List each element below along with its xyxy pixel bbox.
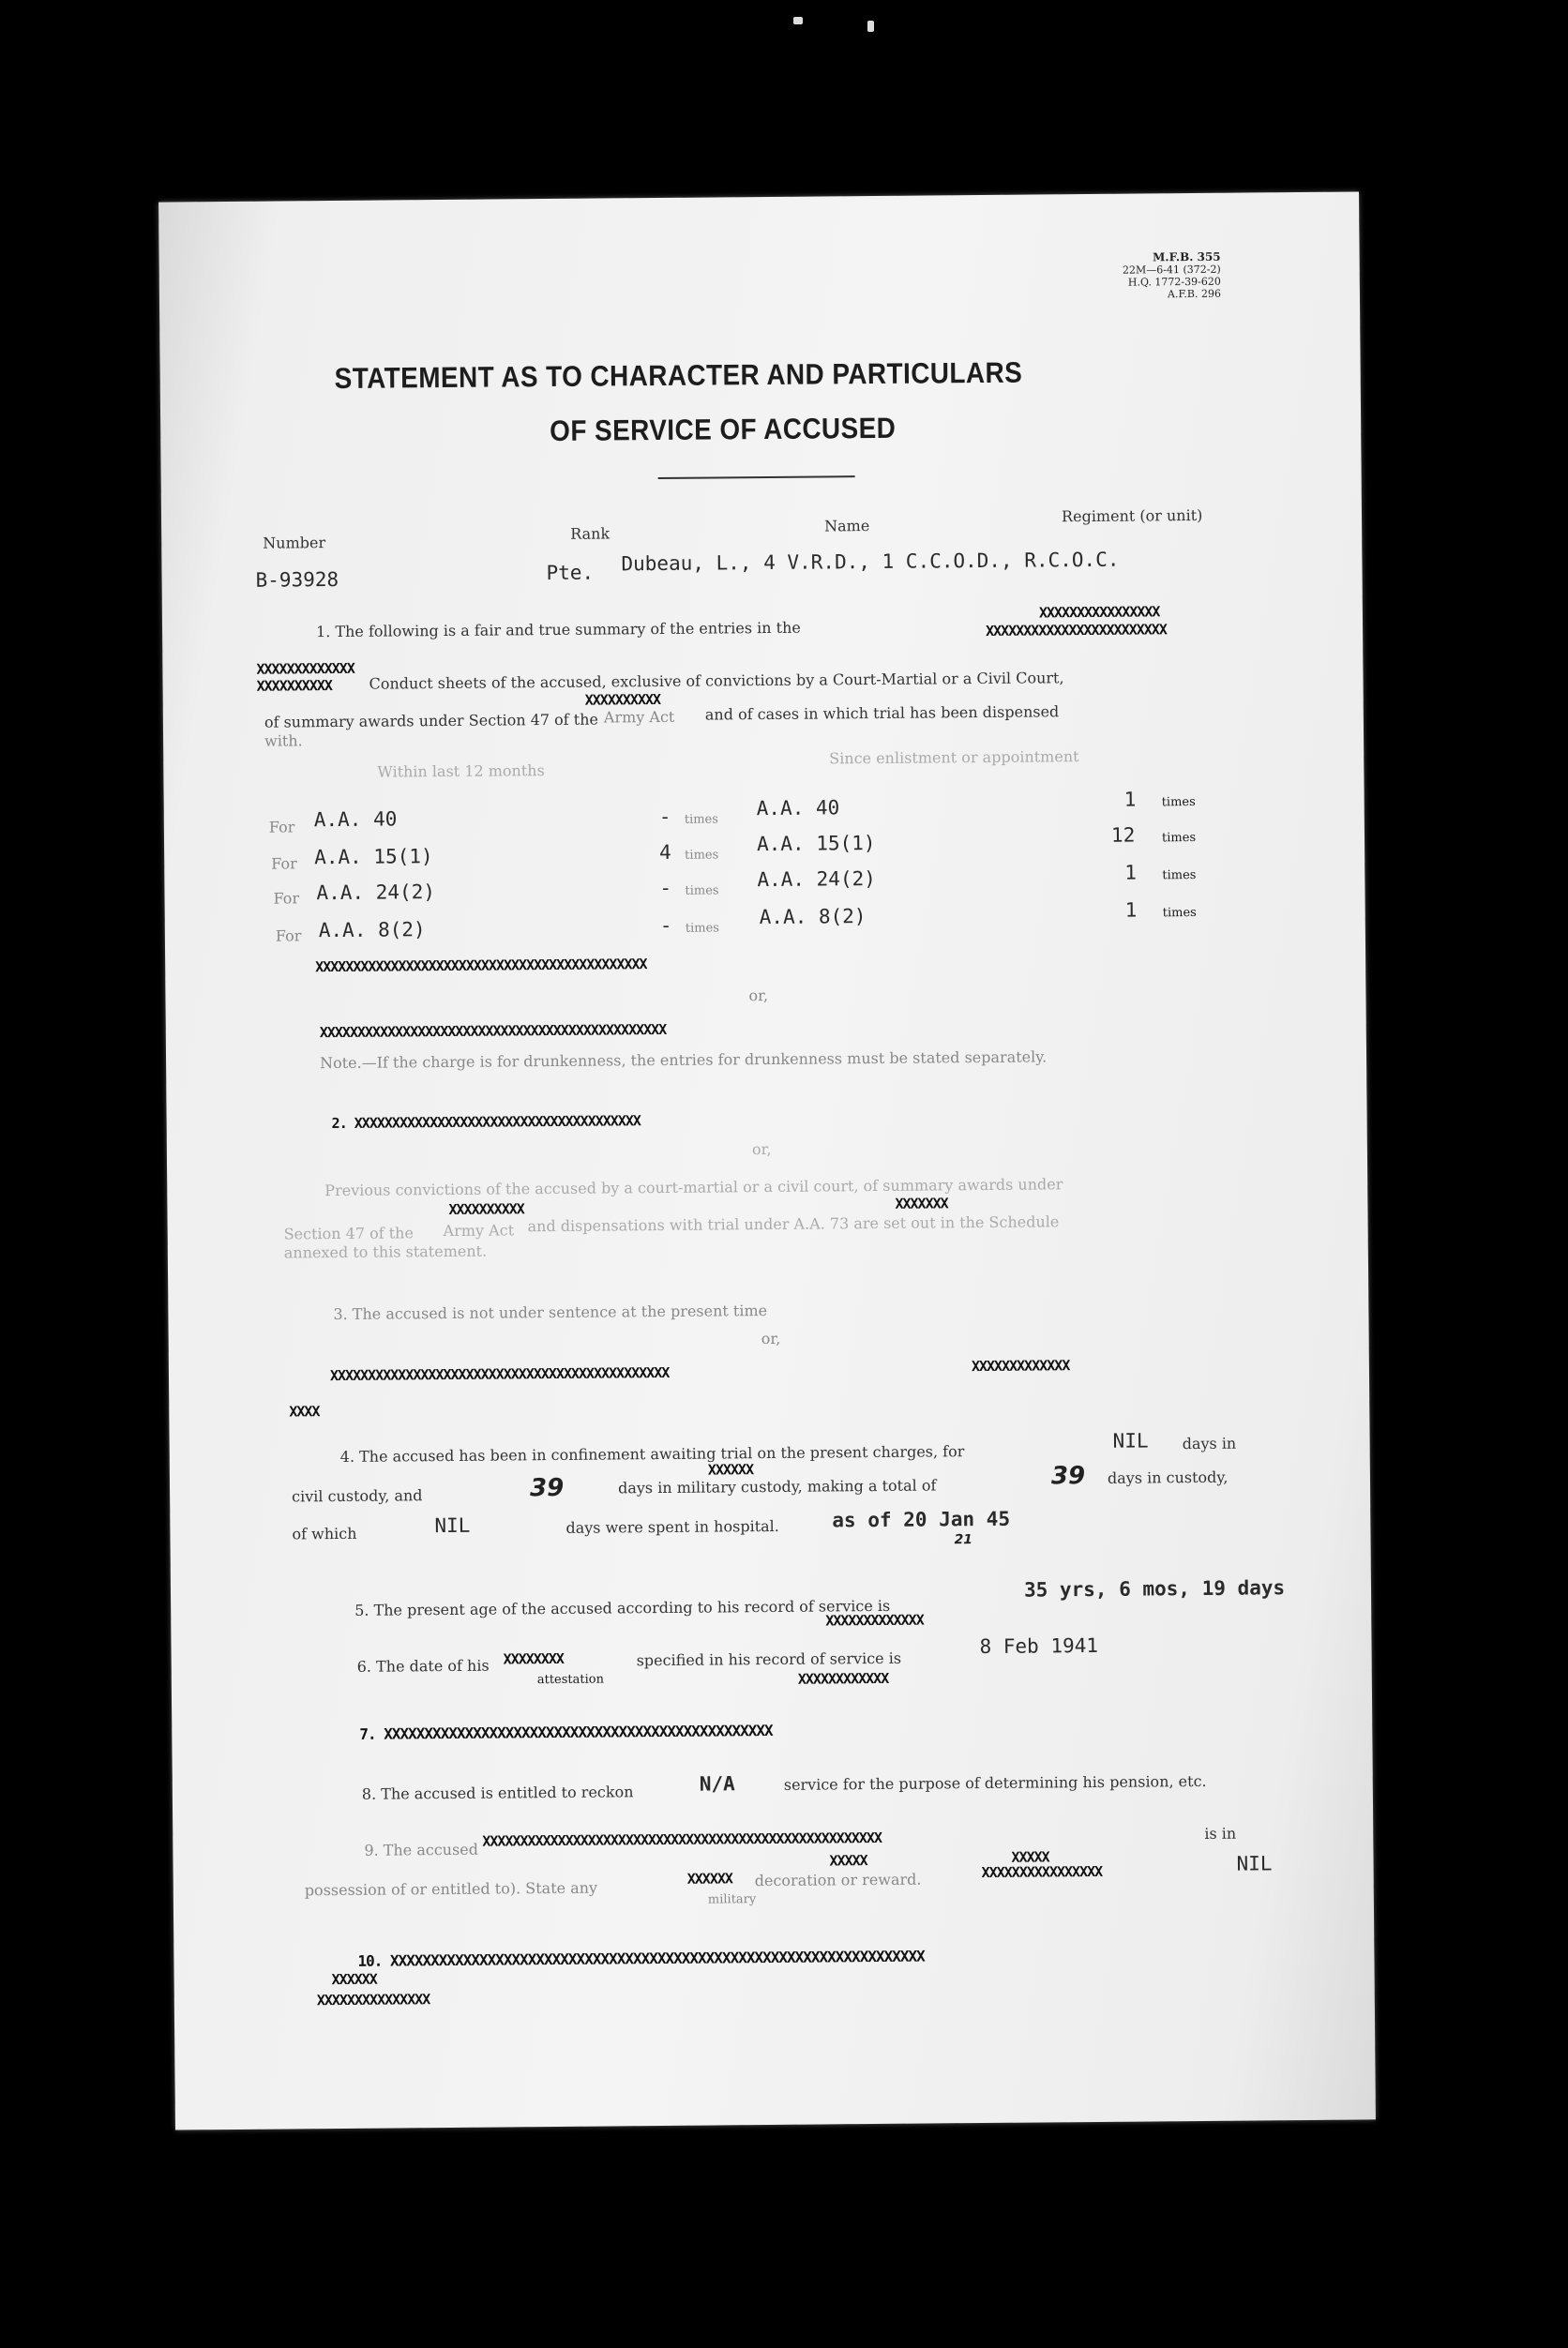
for-label: For: [271, 854, 297, 873]
section2-text: Previous convictions of the accused by a court-martial or a civil court, of summary awards under: [324, 1175, 1063, 1200]
service-number: B-93928: [255, 567, 339, 592]
for-label: For: [273, 889, 300, 908]
strikeout: XXXXXXXXXXXXXXXX: [981, 1862, 1103, 1882]
since-charge: A.A. 15(1): [756, 831, 876, 856]
strikeout: XXXXXXXXXXXXX: [256, 659, 354, 678]
within-charge: A.A. 8(2): [318, 918, 426, 942]
strikeout: XXXXXXXXXXXXXXXXXXXXXXXX: [985, 621, 1167, 640]
within-count: 4: [659, 840, 671, 864]
strikeout: 2. XXXXXXXXXXXXXXXXXXXXXXXXXXXXXXXXXXXXXX: [331, 1112, 641, 1133]
section1-text: of summary awards under Section 47 of the: [264, 710, 599, 731]
form-page: [158, 191, 1376, 2130]
or-label: or,: [761, 1329, 781, 1348]
as-of-date: [832, 1508, 1010, 1532]
strikeout: XXXXXXXXXXXXXXXXXXXXXXXXXXXXXXXXXXXXXXXXXXXX: [315, 956, 647, 976]
within-count: -: [658, 805, 671, 828]
times-label: times: [685, 921, 719, 936]
times-label: times: [685, 883, 719, 898]
title-rule: [658, 475, 855, 479]
scan-speck: [793, 17, 803, 24]
rank-label: Rank: [570, 524, 611, 543]
as-of-label: as of: [832, 1508, 892, 1532]
strikeout: XXXXXXXXXXXXX: [971, 1357, 1070, 1376]
section9-text: is in: [1204, 1824, 1237, 1843]
section4-text: 4. The accused has been in confinement awaiting trial on the present charges, for: [339, 1442, 965, 1466]
strikeout: XXXXXXXX: [503, 1649, 564, 1668]
section5-text: 5. The present age of the accused according to his record of service is: [354, 1596, 891, 1619]
since-count: 12: [1110, 823, 1136, 847]
inserted-word: attestation: [536, 1672, 605, 1688]
section9-text: 9. The accused: [364, 1840, 479, 1859]
hospital-days: NIL: [434, 1513, 471, 1538]
strikeout: XXXXXXXXXX: [448, 1200, 524, 1218]
strikeout: XXXXXX: [707, 1461, 754, 1479]
since-count: 1: [1124, 861, 1138, 884]
times-label: times: [1161, 830, 1197, 846]
within-charge: A.A. 15(1): [314, 845, 433, 869]
form-code-line: H.Q. 1772-39-620: [1127, 275, 1221, 289]
section4-text: of which: [292, 1524, 357, 1543]
military-custody-days: 39: [529, 1473, 565, 1503]
strikeout: 10. XXXXXXXXXXXXXXXXXXXXXXXXXXXXXXXXXXXXXXXXXXXXXXXXXXXXXXXXXXXXXXXXXX: [357, 1947, 925, 1970]
or-label: or,: [748, 986, 769, 1005]
as-of-day: 20: [903, 1508, 927, 1531]
within-count: -: [659, 876, 672, 899]
day-correction: 21: [954, 1532, 973, 1548]
within-charge: A.A. 24(2): [316, 880, 436, 905]
age-value: 35 yrs, 6 mos, 19 days: [1023, 1576, 1286, 1602]
section9-text: decoration or reward.: [754, 1870, 922, 1890]
civil-custody-days: NIL: [1112, 1429, 1149, 1452]
since-charge: A.A. 24(2): [757, 866, 876, 892]
strikeout: XXXXXXXXXXXX: [797, 1669, 889, 1688]
since-count: 1: [1124, 898, 1138, 922]
page-subtitle: OF SERVICE OF ACCUSED: [550, 411, 897, 447]
strikeout: XXXX: [289, 1403, 320, 1421]
column-header-within: Within last 12 months: [377, 761, 545, 781]
section4-text: days in custody,: [1107, 1468, 1229, 1487]
strikeout: XXXXXXXXXXXXXXXX: [1038, 603, 1160, 622]
strikeout: XXXXX: [829, 1852, 867, 1870]
as-of-month-year: Jan 45: [939, 1507, 1011, 1531]
regiment-label: Regiment (or unit): [1061, 505, 1203, 526]
for-label: For: [275, 926, 302, 945]
number-label: Number: [263, 534, 326, 552]
strikeout: XXXXXXXXXXXXX: [825, 1611, 924, 1630]
section4-text: days in: [1182, 1434, 1237, 1453]
strikeout: XXXXXXXXXX: [584, 690, 661, 709]
strikeout: XXXXX: [1011, 1848, 1049, 1866]
section1-text: Army Act: [603, 707, 675, 727]
section4-text: civil custody, and: [292, 1486, 423, 1506]
section2-text: annexed to this statement.: [283, 1242, 488, 1262]
inserted-word: military: [707, 1892, 757, 1907]
strikeout: XXXXXXXXXXXXXXX: [316, 1991, 430, 2009]
page-title: STATEMENT AS TO CHARACTER AND PARTICULARS: [334, 355, 1023, 395]
times-label: times: [685, 848, 719, 863]
since-count: 1: [1123, 788, 1137, 811]
section9-text: possession of or entitled to). State any: [304, 1878, 598, 1900]
strikeout: 7. XXXXXXXXXXXXXXXXXXXXXXXXXXXXXXXXXXXXXXXXXXXXXXXX: [359, 1721, 773, 1743]
total-custody-days: 39: [1050, 1462, 1086, 1491]
strikeout: XXXXXX: [686, 1870, 732, 1888]
or-label: or,: [751, 1139, 772, 1159]
rank-value: Pte.: [546, 561, 595, 585]
section2-text: and dispensations with trial under A.A. 73 are set out in the Schedule: [527, 1212, 1060, 1236]
section1-text: and of cases in which trial has been dispensed: [704, 702, 1060, 724]
for-label: For: [268, 818, 295, 836]
column-header-since: Since enlistment or appointment: [829, 747, 1079, 768]
strikeout: XXXXXXXXXXXXXXXXXXXXXXXXXXXXXXXXXXXXXXXXXXXXXXXXXXXXX: [482, 1829, 882, 1850]
within-count: -: [659, 913, 672, 937]
strikeout: XXXXXXXXXXXXXXXXXXXXXXXXXXXXXXXXXXXXXXXXXXXXX: [329, 1363, 670, 1385]
section6-text: specified in his record of service is: [636, 1648, 902, 1670]
scan-speck: [867, 21, 874, 32]
form-code-line: 22M—6-41 (372-2): [1122, 263, 1221, 277]
strikeout: XXXXXXXXXX: [256, 677, 332, 695]
section4-text: days were spent in hospital.: [565, 1516, 779, 1537]
since-charge: A.A. 8(2): [759, 905, 867, 929]
section6-text: 6. The date of his: [356, 1656, 490, 1676]
form-code-line: M.F.B. 355: [1153, 249, 1221, 264]
times-label: times: [1161, 794, 1196, 810]
form-code: [1097, 251, 1221, 301]
strikeout: XXXXXXXXXXXXXXXXXXXXXXXXXXXXXXXXXXXXXXXXXXXXXX: [319, 1020, 667, 1042]
since-charge: A.A. 40: [756, 796, 840, 820]
section8-text: service for the purpose of determining his pension, etc.: [783, 1771, 1207, 1794]
times-label: times: [684, 812, 718, 827]
strikeout: XXXXXXX: [895, 1195, 948, 1212]
within-charge: A.A. 40: [313, 807, 398, 832]
name-label: Name: [824, 517, 870, 535]
section1-text: Conduct sheets of the accused, exclusive of convictions by a Court-Martial or a Civil Court,: [369, 669, 1064, 693]
section1-text: 1. The following is a fair and true summary of the entries in the: [315, 618, 801, 641]
attestation-date: 8 Feb 1941: [979, 1633, 1099, 1659]
pension-service-value: N/A: [699, 1772, 735, 1796]
section2-text: Section 47 of the: [283, 1224, 414, 1243]
section2-text: Army Act: [443, 1221, 515, 1241]
section4-text: days in military custody, making a total of: [617, 1476, 937, 1498]
form-code-line: A.F.B. 296: [1167, 287, 1222, 301]
section3-text: 3. The accused is not under sentence at the present time: [333, 1302, 768, 1324]
times-label: times: [1162, 905, 1197, 921]
drunkenness-note: Note.—If the charge is for drunkenness, the entries for drunkenness must be stated separately.: [319, 1047, 1048, 1073]
times-label: times: [1162, 867, 1197, 883]
decoration-value: NIL: [1236, 1852, 1273, 1875]
name-regiment-value: Dubeau, L., 4 V.R.D., 1 C.C.O.D., R.C.O.C.: [621, 548, 1120, 576]
section1-text: with.: [264, 731, 303, 750]
strikeout: XXXXXX: [331, 1970, 377, 1989]
section8-text: 8. The accused is entitled to reckon: [361, 1783, 634, 1803]
